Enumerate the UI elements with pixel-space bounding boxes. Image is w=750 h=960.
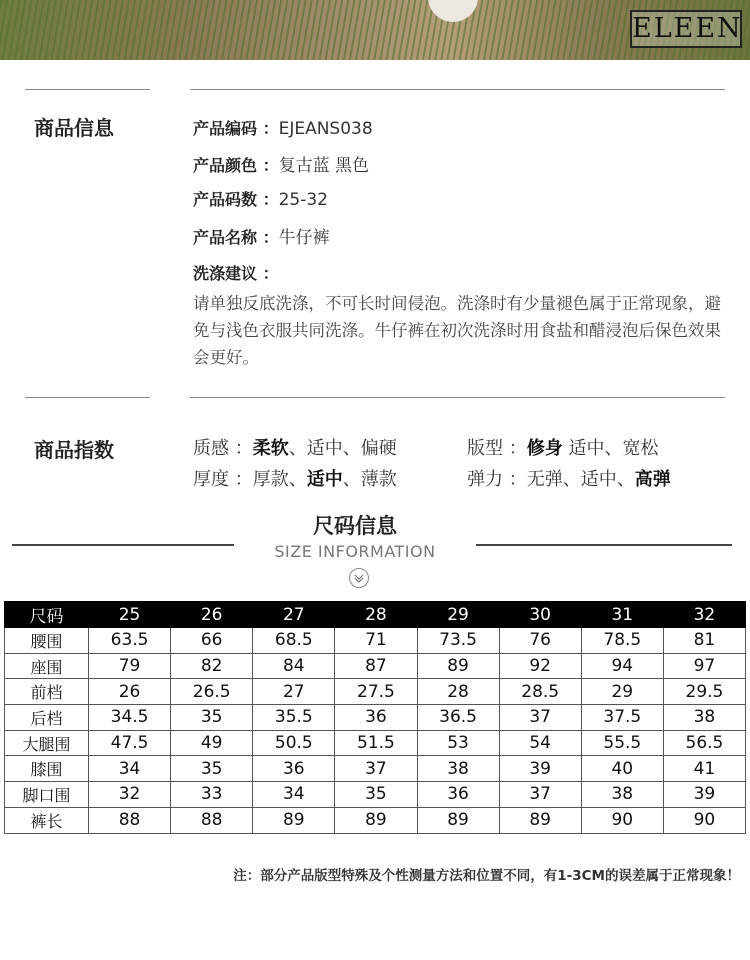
table-cell: 88 <box>171 807 253 833</box>
table-cell: 41 <box>663 756 745 782</box>
table-cell: 37 <box>499 705 581 731</box>
table-row <box>5 679 746 705</box>
table-cell: 89 <box>253 807 335 833</box>
row-label: 裤长 <box>5 807 89 833</box>
table-cell: 89 <box>417 807 499 833</box>
index-label: 弹力 <box>467 469 503 490</box>
row-label: 大腿围 <box>5 730 89 756</box>
header-cell: 26 <box>171 602 253 628</box>
wash-label-row: 洗涤建议 ： <box>193 264 279 283</box>
size-table <box>4 601 746 834</box>
index-thickness: 厚度 ：厚款、适中、薄款 <box>193 469 397 490</box>
wash-instructions: 请单独反底洗涤，不可长时间侵泡。洗涤时有少量褪色属于正常现象，避免与浅色衣服共同洗涤。牛仔裤在初次洗涤时用食盐和醋浸泡后保色效果会更好。 <box>193 294 721 367</box>
table-cell: 29 <box>581 679 663 705</box>
row-label: 座围 <box>5 653 89 679</box>
table-cell: 38 <box>663 705 745 731</box>
index-label: 厚度 <box>193 469 229 490</box>
header-cell: 尺码 <box>5 602 89 628</box>
chevron-down-icon <box>349 568 369 588</box>
section-divider <box>190 397 725 398</box>
table-cell: 78.5 <box>581 628 663 654</box>
header-cell: 30 <box>499 602 581 628</box>
header-cell: 31 <box>581 602 663 628</box>
table-cell: 39 <box>663 782 745 808</box>
row-label: 腰围 <box>5 628 89 654</box>
index-option: 无弹 <box>526 469 563 490</box>
table-cell: 47.5 <box>89 730 171 756</box>
header-cell: 29 <box>417 602 499 628</box>
table-cell: 40 <box>581 756 663 782</box>
info-row-name: 产品名称 ：牛仔裤 <box>193 228 330 248</box>
table-cell: 26 <box>89 679 171 705</box>
header-cell: 28 <box>335 602 417 628</box>
info-value: 复古蓝 黑色 <box>278 156 369 176</box>
index-option: 适中 <box>306 438 343 459</box>
header-banner <box>0 0 750 60</box>
table-cell: 28 <box>417 679 499 705</box>
size-info-title: 尺码信息 <box>313 514 397 538</box>
section-divider <box>190 89 725 90</box>
table-cell: 90 <box>663 807 745 833</box>
product-info-title: 商品信息 <box>34 116 114 140</box>
table-cell: 92 <box>499 653 581 679</box>
info-row-sizes: 产品码数 ：25-32 <box>193 190 328 210</box>
size-table-header <box>5 602 746 628</box>
table-cell: 35.5 <box>253 705 335 731</box>
table-cell: 63.5 <box>89 628 171 654</box>
info-label: 产品名称 <box>193 228 258 247</box>
table-cell: 54 <box>499 730 581 756</box>
index-option: 偏硬 <box>360 438 397 459</box>
table-cell: 56.5 <box>663 730 745 756</box>
table-row <box>5 807 746 833</box>
brand-logo: ELEEN <box>630 10 742 48</box>
table-cell: 34 <box>89 756 171 782</box>
info-value: 牛仔裤 <box>278 228 330 248</box>
table-cell: 79 <box>89 653 171 679</box>
info-value: EJEANS038 <box>278 119 373 139</box>
table-cell: 50.5 <box>253 730 335 756</box>
table-cell: 35 <box>171 705 253 731</box>
header-cell: 25 <box>89 602 171 628</box>
table-cell: 76 <box>499 628 581 654</box>
table-row <box>5 782 746 808</box>
section-divider <box>25 89 150 90</box>
table-cell: 38 <box>581 782 663 808</box>
table-cell: 82 <box>171 653 253 679</box>
index-option: 薄款 <box>360 469 397 490</box>
index-option-selected: 柔软 <box>252 438 289 459</box>
table-cell: 49 <box>171 730 253 756</box>
table-cell: 37.5 <box>581 705 663 731</box>
index-option-selected: 高弹 <box>634 469 671 490</box>
table-cell: 66 <box>171 628 253 654</box>
table-row <box>5 653 746 679</box>
info-row-code: 产品编码 ：EJEANS038 <box>193 119 373 139</box>
table-cell: 29.5 <box>663 679 745 705</box>
shoe-image <box>428 0 478 22</box>
header-cell: 32 <box>663 602 745 628</box>
section-divider <box>25 397 150 398</box>
index-texture: 质感 ：柔软、适中、偏硬 <box>193 438 397 459</box>
table-cell: 90 <box>581 807 663 833</box>
info-label: 产品码数 <box>193 190 258 209</box>
table-cell: 51.5 <box>335 730 417 756</box>
table-cell: 94 <box>581 653 663 679</box>
header-cell: 27 <box>253 602 335 628</box>
product-index-title: 商品指数 <box>34 438 114 462</box>
index-option: 宽松 <box>622 438 659 459</box>
row-label: 脚口围 <box>5 782 89 808</box>
table-cell: 55.5 <box>581 730 663 756</box>
table-row <box>5 705 746 731</box>
table-cell: 81 <box>663 628 745 654</box>
row-label: 后档 <box>5 705 89 731</box>
table-cell: 32 <box>89 782 171 808</box>
table-cell: 97 <box>663 653 745 679</box>
table-cell: 28.5 <box>499 679 581 705</box>
info-label: 产品编码 <box>193 119 258 138</box>
table-cell: 73.5 <box>417 628 499 654</box>
wash-label: 洗涤建议 <box>193 264 258 283</box>
index-option: 适中 <box>568 438 605 459</box>
table-row <box>5 730 746 756</box>
index-fit: 版型 ：修身 适中、宽松 <box>467 438 659 459</box>
table-cell: 34 <box>253 782 335 808</box>
index-option: 厚款 <box>252 469 289 490</box>
table-cell: 35 <box>171 756 253 782</box>
index-option-selected: 适中 <box>306 469 343 490</box>
table-cell: 33 <box>171 782 253 808</box>
table-cell: 36 <box>417 782 499 808</box>
row-label: 膝围 <box>5 756 89 782</box>
table-cell: 89 <box>417 653 499 679</box>
index-label: 版型 <box>467 438 503 459</box>
table-cell: 84 <box>253 653 335 679</box>
table-cell: 88 <box>89 807 171 833</box>
table-cell: 27 <box>253 679 335 705</box>
table-cell: 26.5 <box>171 679 253 705</box>
table-cell: 38 <box>417 756 499 782</box>
table-cell: 34.5 <box>89 705 171 731</box>
info-value: 25-32 <box>278 190 328 210</box>
table-cell: 35 <box>335 782 417 808</box>
index-elasticity: 弹力 ：无弹、适中、高弹 <box>467 469 671 490</box>
index-option: 适中 <box>580 469 617 490</box>
table-cell: 87 <box>335 653 417 679</box>
table-cell: 27.5 <box>335 679 417 705</box>
info-label: 产品颜色 <box>193 156 258 175</box>
table-cell: 36.5 <box>417 705 499 731</box>
table-cell: 68.5 <box>253 628 335 654</box>
row-label: 前档 <box>5 679 89 705</box>
table-row <box>5 628 746 654</box>
table-cell: 89 <box>499 807 581 833</box>
index-option-selected: 修身 <box>526 438 563 459</box>
table-cell: 36 <box>335 705 417 731</box>
table-cell: 37 <box>335 756 417 782</box>
table-cell: 53 <box>417 730 499 756</box>
table-row <box>5 756 746 782</box>
table-cell: 37 <box>499 782 581 808</box>
table-cell: 89 <box>335 807 417 833</box>
info-row-color: 产品颜色 ：复古蓝 黑色 <box>193 156 369 176</box>
index-label: 质感 <box>193 438 229 459</box>
size-note: 注：部分产品版型特殊及个性测量方法和位置不同，有1-3CM的误差属于正常现象！ <box>233 868 740 884</box>
table-cell: 39 <box>499 756 581 782</box>
table-cell: 36 <box>253 756 335 782</box>
size-info-subtitle: SIZE INFORMATION <box>274 542 436 561</box>
table-cell: 71 <box>335 628 417 654</box>
